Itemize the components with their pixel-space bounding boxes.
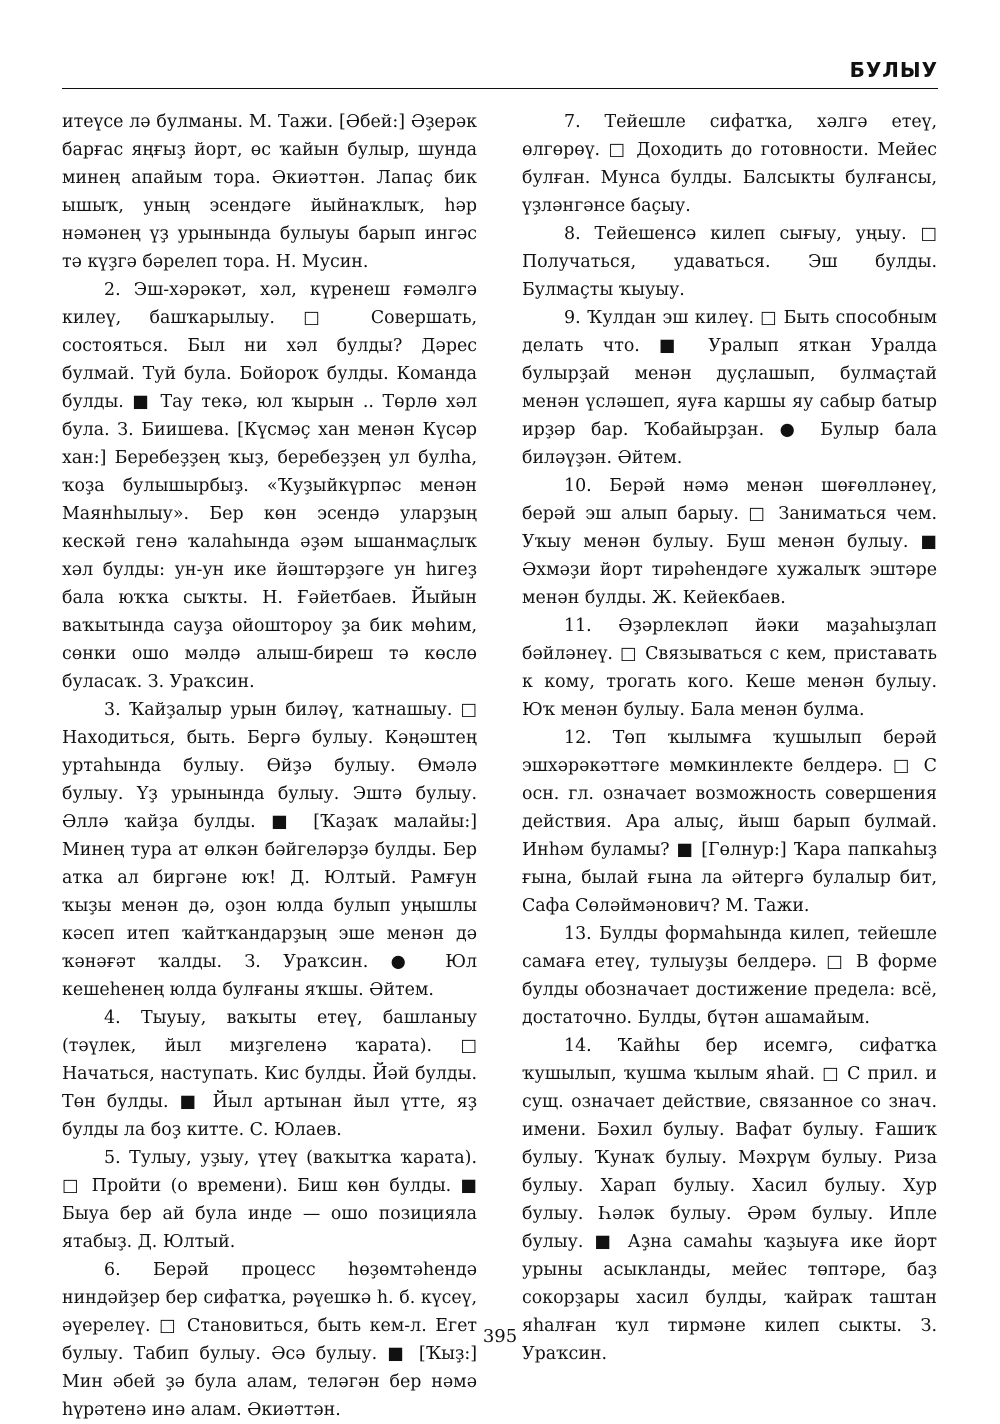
- entry-continuation: итеүсе лә булманы. М. Тажи. [Әбей:] Әҙерәк барғас яңғыҙ йорт, өс ҡайын булыр, шунда минең апайым тора. Әкиәттән. Лапаҫ бик ышыҡ, уның эсендәге йыйнаҡлыҡ, һәр нәмәнең үҙ урынында булыуы барып ингәс тә күҙгә бәрелеп тора. Н. Мусин.: [62, 112, 477, 272]
- page-number: 395: [482, 1326, 518, 1347]
- sense-7: 7. Тейешле сифатҡа, хәлгә етеү, өлгөрөү. □ Доходить до готовности. Мейес булған. Мунса булды. Балсыкты булғансы, үҙләнгәнсе баҫыу.: [522, 112, 937, 216]
- sense-10: 10. Берәй нәмә менән шөғөлләнеү, берәй эш алып барыу. □ Заниматься чем. Уҡыу менән булыу. Буш менән булыу. ■ Әхмәҙи йорт тирәһендәге хужалыҡ эштәре менән булды. Ж. Кейекбаев.: [522, 476, 937, 608]
- sense-3: 3. Ҡайҙалыр урын биләү, ҡатнашыу. □ Находиться, быть. Бергә булыу. Кәңәштең уртаһында булыу. Өйҙә булыу. Өмәлә булыу. Үҙ урынында булыу. Эштә булыу. Әллә ҡайҙа булды. ■ [Ҡаҙаҡ малайы:] Минең тура ат өлкән бәйгеләрҙә булды. Бер атка ал биргәне юҡ! Д. Юлтый. Рамғун ҡыҙы менән дә, оҙон юлда булып уңышлы кәсеп итеп ҡайтҡандарҙың эше менән дә ҡәнәғәт ҡалды. З. Ураҡсин. ● Юл кешеһенең юлда булғаны яҡшы. Әйтем.: [62, 700, 477, 1000]
- left-column: [62, 108, 477, 1424]
- sense-6: 6. Берәй процесс һөҙөмтәһендә ниндәйҙер бер сифатҡа, рәүешкә һ. б. күсеү, әүерелеү. □ Становиться, быть кем-л. Егет булыу. Табип булыу. Әсә булыу. ■ [Ҡыҙ:] Мин әбей ҙә була алам, теләгән бер нәмә һүрәтенә инә алам. Әкиәттән.: [62, 1260, 477, 1420]
- header-rule: [62, 88, 938, 89]
- sense-5: 5. Тулыу, уҙыу, үтеү (ваҡытҡа ҡарата). □ Пройти (о времени). Биш көн булды. ■ Быуа бер ай була инде — ошо позицияла ятабыҙ. Д. Юлтый.: [62, 1148, 477, 1252]
- sense-14: 14. Ҡайһы бер исемгә, сифатҡа ҡушылып, ҡушма ҡылым яһай. □ С прил. и сущ. означает действие, связанное со знач. имени. Бәхил булыу. Вафат булыу. Ғашиҡ булыу. Ҡунаҡ булыу. Мәхрүм булыу. Риза булыу. Харап булыу. Хасил булыу. Хур булыу. Һәләк булыу. Әрәм булыу. Ипле булыу. ■ Аҙна самаһы ҡаҙыуға ике йорт урыны асыкланды, мейес төптәре, баҙ сокорҙары хасил булды, ҡайраҡ таштан яһалған ҡул тирмәне килеп сыкты. З. Ураҡсин.: [522, 1036, 937, 1364]
- sense-9: 9. Ҡулдан эш килеү. □ Быть способным делать что. ■ Уралып яткан Уралда булырҙай менән дуҫлашып, булмаҫтай менән үсләшеп, яуға каршы яу сабыр батыр ирҙәр бар. Ҡобайырҙан. ● Булыр бала биләүҙән. Әйтем.: [522, 308, 937, 468]
- running-head: БУЛЫУ: [849, 58, 938, 82]
- sense-4: 4. Тыуыу, ваҡыты етеү, башланыу (тәүлек, йыл миҙгеленә ҡарата). □ Начаться, наступать. Кис булды. Йәй булды. Төн булды. ■ Йыл артынан йыл үтте, яҙ булды ла боҙ китте. С. Юлаев.: [62, 1008, 477, 1140]
- sense-12: 12. Төп ҡылымға ҡушылып берәй эшхәрәкәттәге мөмкинлекте белдерә. □ С осн. гл. означает возможность совершения действия. Ара алыҫ, йыш барып булмай. Инһәм буламы? ■ [Гөлнур:] Ҡара папкаһыҙ ғына, былай ғына ла әйтергә булалыр бит, Сафа Сөләймәнович? М. Тажи.: [522, 728, 937, 916]
- sense-2: 2. Эш-хәрәкәт, хәл, күренеш ғәмәлгә килеү, башҡарылыу. □ Совершать, состояться. Был ни хәл булды? Дәрес булмай. Туй була. Бойороҡ булды. Команда булды. ■ Тау текә, юл ҡырын .. Төрлө хәл була. З. Биишева. [Күсмәҫ хан менән Күсәр хан:] Беребеҙҙең ҡыҙ, беребеҙҙең ул булһа, ҡоҙа булышырбыҙ. «Ҡуҙыйкүрпәс менән Маянһылыу». Бер көн эсендә уларҙың кескәй генә ҡалаһында әҙәм ышанмаҫлыҡ хәл булды: ун-ун ике йәштәрҙәге ун һигеҙ бала юҡҡа сыҡты. Н. Ғәйетбаев. Йыйын ваҡытында сауҙа ойоштороу ҙа бик мөһим, сөнки ошо мәлдә алыш-биреш тә көслө буласаҡ. З. Ураҡсин.: [62, 280, 477, 692]
- right-column: [522, 108, 937, 1368]
- sense-11: 11. Әҙәрлекләп йәки маҙаһыҙлап бәйләнеү. □ Связываться с кем, приставать к кому, трогать кого. Кеше менән булыу. Юҡ менән булыу. Бала менән булма.: [522, 616, 937, 720]
- sense-8: 8. Тейешенсә килеп сығыу, уңыу. □ Получаться, удаваться. Эш булды. Булмаҫты ҡыуыу.: [522, 224, 937, 300]
- sense-13: 13. Булды формаһында килеп, тейешле самаға етеү, тулыуҙы белдерә. □ В форме булды обозначает достижение предела: всё, достаточно. Булды, бүтән ашамайым.: [522, 924, 937, 1028]
